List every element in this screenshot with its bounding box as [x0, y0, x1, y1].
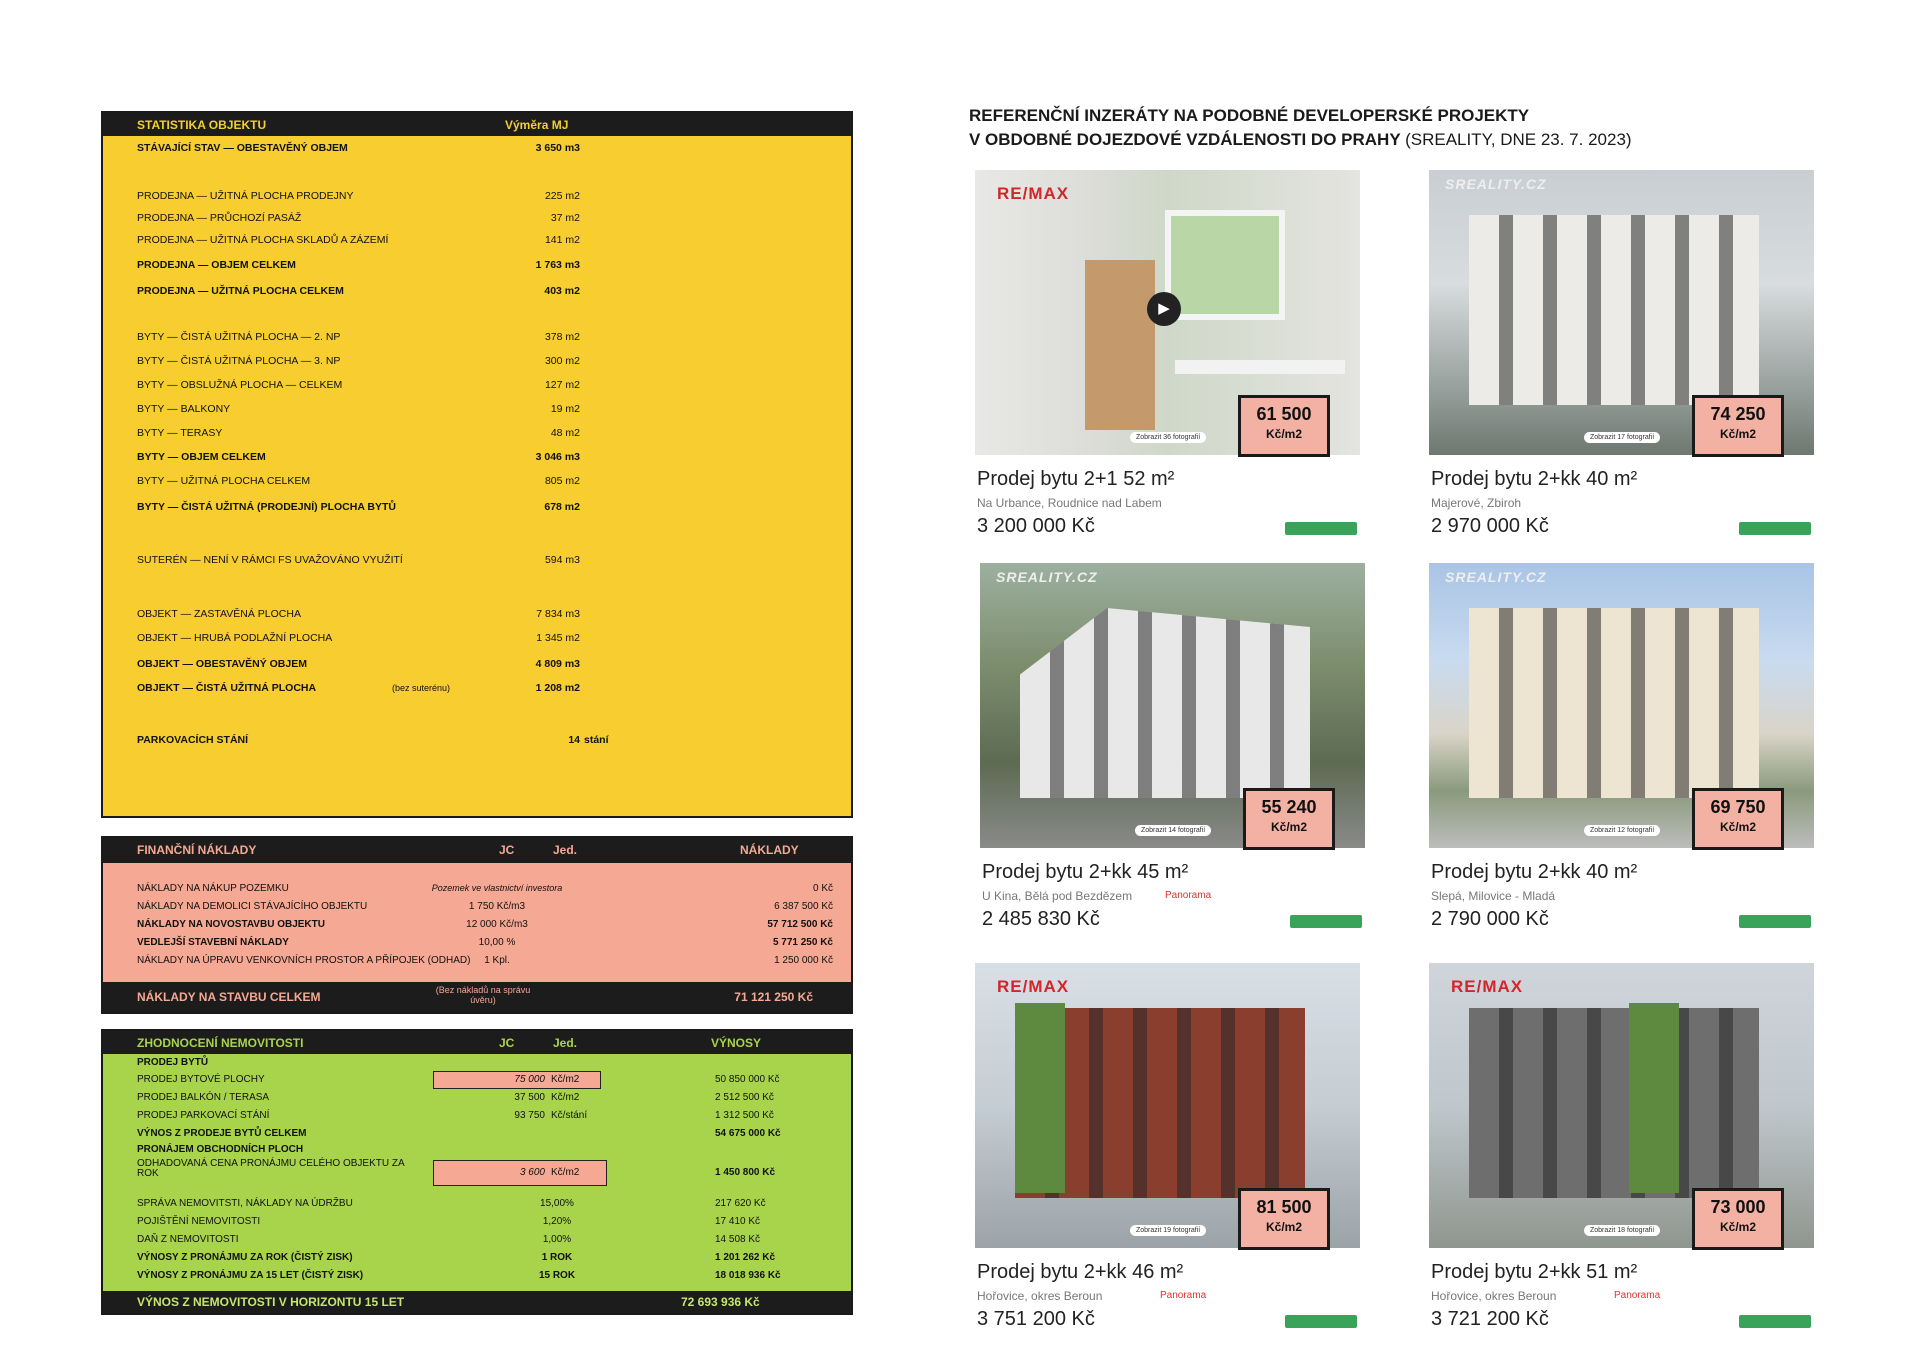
- stat-row-label: BYTY — BALKONY: [137, 403, 231, 415]
- finance-header-costs: NÁKLADY: [740, 843, 799, 857]
- stat-row: [137, 285, 851, 299]
- listing-location: Hořovice, okres Beroun: [1431, 1289, 1557, 1303]
- rent-row-value: 17 410 Kč: [715, 1216, 761, 1227]
- finance-row: [137, 883, 851, 896]
- finance-total-note: (Bez nákladů na správu úvěru): [435, 985, 531, 1005]
- listing-title[interactable]: Prodej bytu 2+kk 51 m²: [1431, 1261, 1638, 1283]
- remax-logo: RE/MAX: [997, 184, 1070, 203]
- stat-row: [137, 632, 851, 646]
- listing-price: 3 721 200 Kč: [1431, 1308, 1549, 1330]
- photo-count-badge[interactable]: Zobrazit 18 fotografií: [1584, 1225, 1660, 1236]
- finance-row-value: 57 712 500 Kč: [767, 919, 833, 930]
- energy-tag: [1285, 1315, 1357, 1328]
- stat-row: [137, 734, 851, 748]
- sale-row-unit: Kč/m2: [551, 1074, 580, 1085]
- stat-row-value: 403 m2: [544, 285, 580, 297]
- rent-row-jc: 1,00%: [542, 1234, 572, 1245]
- finance-total-label: NÁKLADY NA STAVBU CELKEM: [137, 990, 321, 1004]
- finance-total-value: 71 121 250 Kč: [734, 990, 813, 1004]
- sreality-logo: SREALITY.CZ: [1445, 569, 1547, 585]
- stat-row-unit: stání: [584, 734, 609, 746]
- finance-row-value: 1 250 000 Kč: [774, 955, 833, 966]
- rent-estimate-label: ODHADOVANÁ CENA PRONÁJMU CELÉHO OBJEKTU ZA ROK: [137, 1158, 405, 1179]
- finance-row-value: 6 387 500 Kč: [774, 901, 833, 912]
- stat-row-value: 3 650 m3: [535, 142, 580, 154]
- rent-row-value: 1 201 262 Kč: [715, 1252, 776, 1263]
- listing-title[interactable]: Prodej bytu 2+kk 40 m²: [1431, 861, 1638, 883]
- rent-row-value: 14 508 Kč: [715, 1234, 761, 1245]
- sale-row: [137, 1074, 851, 1087]
- remax-logo: RE/MAX: [1451, 977, 1524, 996]
- stat-row: [137, 682, 851, 696]
- stat-row: [137, 379, 851, 393]
- listing-card[interactable]: [975, 963, 1365, 1348]
- sale-row: [137, 1092, 851, 1105]
- sale-row-label: PRODEJ BALKÓN / TERASA: [137, 1092, 270, 1103]
- building-shape: [1469, 215, 1759, 405]
- stat-row: [137, 451, 851, 465]
- energy-tag: [1739, 1315, 1811, 1328]
- valuation-header-jc: JC: [499, 1036, 515, 1050]
- photo-count-badge[interactable]: Zobrazit 17 fotografií: [1584, 432, 1660, 443]
- price-per-m2-unit: Kč/m2: [1265, 427, 1303, 441]
- price-per-m2-badge: [1692, 1188, 1784, 1250]
- rent-estimate-value: 1 450 800 Kč: [715, 1167, 776, 1178]
- sale-row: [137, 1110, 851, 1123]
- building-shape: [1469, 1008, 1759, 1198]
- finance-row-jc: 1 Kpl.: [484, 955, 510, 966]
- finance-row-label: NÁKLADY NA NÁKUP POZEMKU: [137, 883, 289, 894]
- stat-row-value: 127 m2: [544, 379, 580, 391]
- table-shape: [1175, 360, 1345, 374]
- listing-price: 2 970 000 Kč: [1431, 515, 1549, 537]
- stat-row: [137, 355, 851, 369]
- finance-row: [137, 901, 851, 914]
- listing-card[interactable]: [1429, 563, 1819, 948]
- stat-row-label: BYTY — ČISTÁ UŽITNÁ (PRODEJNÍ) PLOCHA BYTŮ: [137, 501, 397, 513]
- stat-row-value: 4 809 m3: [535, 658, 580, 670]
- sale-row-value: 50 850 000 Kč: [715, 1074, 780, 1085]
- stat-row-label: PARKOVACÍCH STÁNÍ: [137, 734, 249, 746]
- price-per-m2-value: 74 250: [1710, 404, 1766, 424]
- stat-row: [137, 554, 851, 568]
- remax-logo: RE/MAX: [997, 977, 1070, 996]
- stat-row-value: 1 208 m2: [535, 682, 580, 694]
- finance-header-jed: Jed.: [553, 843, 578, 857]
- stat-row: [137, 658, 851, 672]
- price-per-m2-unit: Kč/m2: [1719, 427, 1757, 441]
- sale-row-label: PRODEJ PARKOVACÍ STÁNÍ: [137, 1110, 270, 1121]
- sale-row-unit: Kč/m2: [551, 1092, 580, 1103]
- stat-row-value: 300 m2: [544, 355, 580, 367]
- listing-price: 3 200 000 Kč: [977, 515, 1095, 537]
- rent-estimate-unit: Kč/m2: [551, 1167, 580, 1178]
- sale-row-value: 2 512 500 Kč: [715, 1092, 774, 1103]
- finance-panel: [101, 836, 853, 1014]
- price-per-m2-value: 81 500: [1256, 1197, 1312, 1217]
- references-title-line2: V OBDOBNÉ DOJEZDOVÉ VZDÁLENOSTI DO PRAHY: [969, 130, 1401, 149]
- stat-row-label: PRODEJNA — UŽITNÁ PLOCHA PRODEJNY: [137, 190, 354, 202]
- panorama-label[interactable]: Panorama: [1614, 1290, 1661, 1301]
- rent-row-label: VÝNOSY Z PRONÁJMU ZA ROK (ČISTÝ ZISK): [137, 1252, 353, 1263]
- rent-estimate-jc: 3 600: [519, 1167, 545, 1178]
- listing-card[interactable]: [1429, 963, 1819, 1348]
- stat-row-value: 1 345 m2: [536, 632, 580, 644]
- valuation-header: [103, 1031, 851, 1054]
- listing-price: 2 485 830 Kč: [982, 908, 1100, 930]
- references-title-line1: REFERENČNÍ INZERÁTY NA PODOBNÉ DEVELOPERSKÉ PROJEKTY: [969, 106, 1530, 125]
- stat-row-label: BYTY — UŽITNÁ PLOCHA CELKEM: [137, 475, 311, 487]
- stat-row-value: 14: [568, 734, 580, 746]
- sale-row-label: PRODEJ BYTOVÉ PLOCHY: [137, 1074, 265, 1085]
- price-per-m2-unit: Kč/m2: [1270, 820, 1308, 834]
- price-per-m2-unit: Kč/m2: [1719, 1220, 1757, 1234]
- price-per-m2-value: 69 750: [1710, 797, 1766, 817]
- stat-row: [137, 142, 851, 156]
- price-per-m2-badge: [1243, 788, 1335, 850]
- photo-count-badge[interactable]: Zobrazit 36 fotografií: [1130, 432, 1206, 443]
- stat-row: [137, 475, 851, 489]
- finance-row-value: 0 Kč: [812, 883, 833, 894]
- panorama-label[interactable]: Panorama: [1165, 890, 1212, 901]
- price-per-m2-value: 73 000: [1710, 1197, 1766, 1217]
- listing-price: 2 790 000 Kč: [1431, 908, 1549, 930]
- finance-header: [103, 838, 851, 863]
- rent-row: [137, 1234, 851, 1247]
- price-per-m2-value: 55 240: [1261, 797, 1317, 817]
- rent-row: [137, 1198, 851, 1211]
- sale-row-value: 54 675 000 Kč: [715, 1128, 781, 1139]
- stat-row-label: SUTERÉN — NENÍ V RÁMCI FS UVAŽOVÁNO VYUŽITÍ: [137, 554, 403, 566]
- listing-title[interactable]: Prodej bytu 2+1 52 m²: [977, 468, 1175, 490]
- panorama-label[interactable]: Panorama: [1160, 1290, 1207, 1301]
- valuation-header-title: ZHODNOCENÍ NEMOVITOSTI: [137, 1036, 304, 1050]
- listing-card[interactable]: [980, 563, 1370, 948]
- listing-location: Slepá, Milovice - Mladá: [1431, 889, 1556, 903]
- stat-row-note: (bez suterénu): [392, 683, 451, 693]
- finance-row-label: VEDLEJŠÍ STAVEBNÍ NÁKLADY: [137, 937, 289, 948]
- listing-title[interactable]: Prodej bytu 2+kk 45 m²: [982, 861, 1189, 883]
- finance-header-jc: JC: [499, 843, 515, 857]
- stat-row: [137, 608, 851, 622]
- price-per-m2-unit: Kč/m2: [1265, 1220, 1303, 1234]
- stat-row-label: BYTY — OBSLUŽNÁ PLOCHA — CELKEM: [137, 379, 343, 391]
- stat-row: [137, 190, 851, 204]
- stat-row-label: BYTY — ČISTÁ UŽITNÁ PLOCHA — 3. NP: [137, 355, 341, 367]
- stat-row-value: 19 m2: [550, 403, 580, 415]
- rent-row-value: 18 018 936 Kč: [715, 1270, 781, 1281]
- listing-location: Majerové, Zbiroh: [1431, 496, 1522, 510]
- finance-total-row: [103, 982, 851, 1012]
- stat-row-value: 225 m2: [544, 190, 580, 202]
- listing-location: Hořovice, okres Beroun: [977, 1289, 1103, 1303]
- rent-row-jc: 15,00%: [540, 1198, 574, 1209]
- green-wall-shape: [1015, 1003, 1065, 1193]
- rent-row: [137, 1216, 851, 1229]
- stat-row: [137, 501, 851, 515]
- valuation-panel: [101, 1029, 853, 1315]
- stat-row-value: 3 046 m3: [535, 451, 580, 463]
- stat-row-label: OBJEKT — HRUBÁ PODLAŽNÍ PLOCHA: [137, 632, 333, 644]
- rent-row-jc: 1,20%: [542, 1216, 572, 1227]
- stat-row-value: 378 m2: [544, 331, 580, 343]
- sale-section-title: PRODEJ BYTŮ: [137, 1057, 209, 1068]
- energy-tag: [1739, 915, 1811, 928]
- valuation-header-revenue: VÝNOSY: [711, 1036, 762, 1050]
- sale-row-jc: 93 750: [514, 1110, 545, 1121]
- references-title-source: (SREALITY, DNE 23. 7. 2023): [1405, 130, 1632, 149]
- rent-estimate-row: [137, 1159, 851, 1185]
- rent-row-label: VÝNOSY Z PRONÁJMU ZA 15 LET (ČISTÝ ZISK): [137, 1270, 364, 1281]
- rent-row: [137, 1270, 851, 1283]
- listing-location: U Kina, Bělá pod Bezdězem: [982, 889, 1133, 903]
- finance-row: [137, 919, 851, 932]
- listing-card[interactable]: [975, 170, 1365, 555]
- stat-row: [137, 212, 851, 226]
- stat-row: [137, 234, 851, 248]
- sale-row-jc: 75 000: [514, 1074, 545, 1085]
- rent-section-title: PRONÁJEM OBCHODNÍCH PLOCH: [137, 1144, 304, 1155]
- sale-row: [137, 1128, 851, 1141]
- sreality-logo: SREALITY.CZ: [1445, 176, 1547, 192]
- price-per-m2-value: 61 500: [1256, 404, 1312, 424]
- price-per-m2-badge: [1238, 395, 1330, 457]
- listing-price: 3 751 200 Kč: [977, 1308, 1095, 1330]
- stat-row-label: PRODEJNA — UŽITNÁ PLOCHA SKLADŮ A ZÁZEMÍ: [137, 234, 389, 246]
- finance-row-jc: 10,00 %: [478, 937, 516, 948]
- finance-row-jc: Pozemek ve vlastnictví investora: [431, 883, 563, 893]
- stat-row-value: 805 m2: [544, 475, 580, 487]
- valuation-total-value: 72 693 936 Kč: [681, 1295, 760, 1309]
- stat-row-value: 678 m2: [544, 501, 580, 513]
- statistics-header-unit: Výměra MJ: [505, 118, 569, 132]
- valuation-total-row: [103, 1291, 851, 1313]
- valuation-total-label: VÝNOS Z NEMOVITOSTI V HORIZONTU 15 LET: [137, 1295, 405, 1309]
- stat-row-value: 141 m2: [544, 234, 580, 246]
- finance-row-label: NÁKLADY NA ÚPRAVU VENKOVNÍCH PROSTOR A PŘÍPOJEK (ODHAD): [137, 955, 471, 966]
- finance-row-value: 5 771 250 Kč: [772, 937, 833, 948]
- sale-row-label: VÝNOS Z PRODEJE BYTŮ CELKEM: [137, 1128, 307, 1139]
- window-shape: [1165, 210, 1285, 320]
- references-title: [969, 104, 1632, 152]
- energy-tag: [1739, 522, 1811, 535]
- rent-row-label: DAŇ Z NEMOVITOSTI: [137, 1234, 239, 1245]
- photo-count-badge[interactable]: Zobrazit 19 fotografií: [1130, 1225, 1206, 1236]
- stat-row: [137, 259, 851, 273]
- building-shape: [1020, 608, 1310, 798]
- rent-row-label: POJIŠTĚNÍ NEMOVITOSTI: [137, 1216, 261, 1227]
- stat-row-label: STÁVAJÍCÍ STAV — OBESTAVĚNÝ OBJEM: [137, 142, 348, 154]
- stat-row: [137, 427, 851, 441]
- sale-row-jc: 37 500: [514, 1092, 545, 1103]
- stat-row: [137, 331, 851, 345]
- rent-row-jc: 1 ROK: [541, 1252, 573, 1263]
- finance-row: [137, 955, 851, 968]
- energy-tag: [1290, 915, 1362, 928]
- stat-row-label: BYTY — OBJEM CELKEM: [137, 451, 266, 463]
- listing-title[interactable]: Prodej bytu 2+kk 40 m²: [1431, 468, 1638, 490]
- rent-row: [137, 1252, 851, 1265]
- finance-row-jc: 1 750 Kč/m3: [468, 901, 526, 912]
- price-per-m2-badge: [1238, 1188, 1330, 1250]
- photo-count-badge[interactable]: Zobrazit 14 fotografií: [1135, 825, 1211, 836]
- play-icon[interactable]: ▶: [1147, 292, 1181, 326]
- finance-row-jc: 12 000 Kč/m3: [466, 919, 528, 930]
- stat-row-label: OBJEKT — OBESTAVĚNÝ OBJEM: [137, 658, 307, 670]
- green-wall-shape: [1629, 1003, 1679, 1193]
- stat-row-label: BYTY — ČISTÁ UŽITNÁ PLOCHA — 2. NP: [137, 331, 341, 343]
- stat-row: [137, 403, 851, 417]
- price-per-m2-unit: Kč/m2: [1719, 820, 1757, 834]
- price-per-m2-badge: [1692, 788, 1784, 850]
- valuation-header-jed: Jed.: [553, 1036, 578, 1050]
- sale-row-value: 1 312 500 Kč: [715, 1110, 774, 1121]
- statistics-panel: [101, 111, 853, 818]
- stat-row-label: BYTY — TERASY: [137, 427, 223, 439]
- rent-row-value: 217 620 Kč: [715, 1198, 766, 1209]
- stat-row-value: 48 m2: [550, 427, 580, 439]
- stat-row-label: PRODEJNA — OBJEM CELKEM: [137, 259, 296, 271]
- listing-title[interactable]: Prodej bytu 2+kk 46 m²: [977, 1261, 1184, 1283]
- stat-row-value: 7 834 m3: [536, 608, 580, 620]
- stat-row-label: PRODEJNA — PRŮCHOZÍ PASÁŽ: [137, 212, 302, 224]
- cabinet-shape: [1085, 260, 1155, 430]
- building-shape: [1469, 608, 1759, 798]
- rent-row-jc: 15 ROK: [538, 1270, 576, 1281]
- stat-row-label: OBJEKT — ZASTAVĚNÁ PLOCHA: [137, 608, 301, 620]
- stat-row-value: 594 m3: [544, 554, 580, 566]
- price-per-m2-badge: [1692, 395, 1784, 457]
- stat-row-value: 1 763 m3: [535, 259, 580, 271]
- energy-tag: [1285, 522, 1357, 535]
- listing-card[interactable]: [1429, 170, 1819, 555]
- stat-row-value: 37 m2: [550, 212, 580, 224]
- finance-row-label: NÁKLADY NA DEMOLICI STÁVAJÍCÍHO OBJEKTU: [137, 901, 368, 912]
- finance-row-label: NÁKLADY NA NOVOSTAVBU OBJEKTU: [137, 919, 325, 930]
- rent-row-label: SPRÁVA NEMOVITSTI, NÁKLADY NA ÚDRŽBU: [137, 1198, 353, 1209]
- finance-header-title: FINANČNÍ NÁKLADY: [137, 843, 257, 857]
- photo-count-badge[interactable]: Zobrazit 12 fotografií: [1584, 825, 1660, 836]
- stat-row-label: PRODEJNA — UŽITNÁ PLOCHA CELKEM: [137, 285, 344, 297]
- finance-row: [137, 937, 851, 950]
- sale-row-unit: Kč/stání: [551, 1110, 588, 1121]
- stat-row-label: OBJEKT — ČISTÁ UŽITNÁ PLOCHA: [137, 682, 317, 694]
- statistics-header-title: STATISTIKA OBJEKTU: [137, 118, 267, 132]
- sreality-logo: SREALITY.CZ: [996, 569, 1098, 585]
- listing-location: Na Urbance, Roudnice nad Labem: [977, 496, 1162, 510]
- statistics-header: [103, 113, 851, 136]
